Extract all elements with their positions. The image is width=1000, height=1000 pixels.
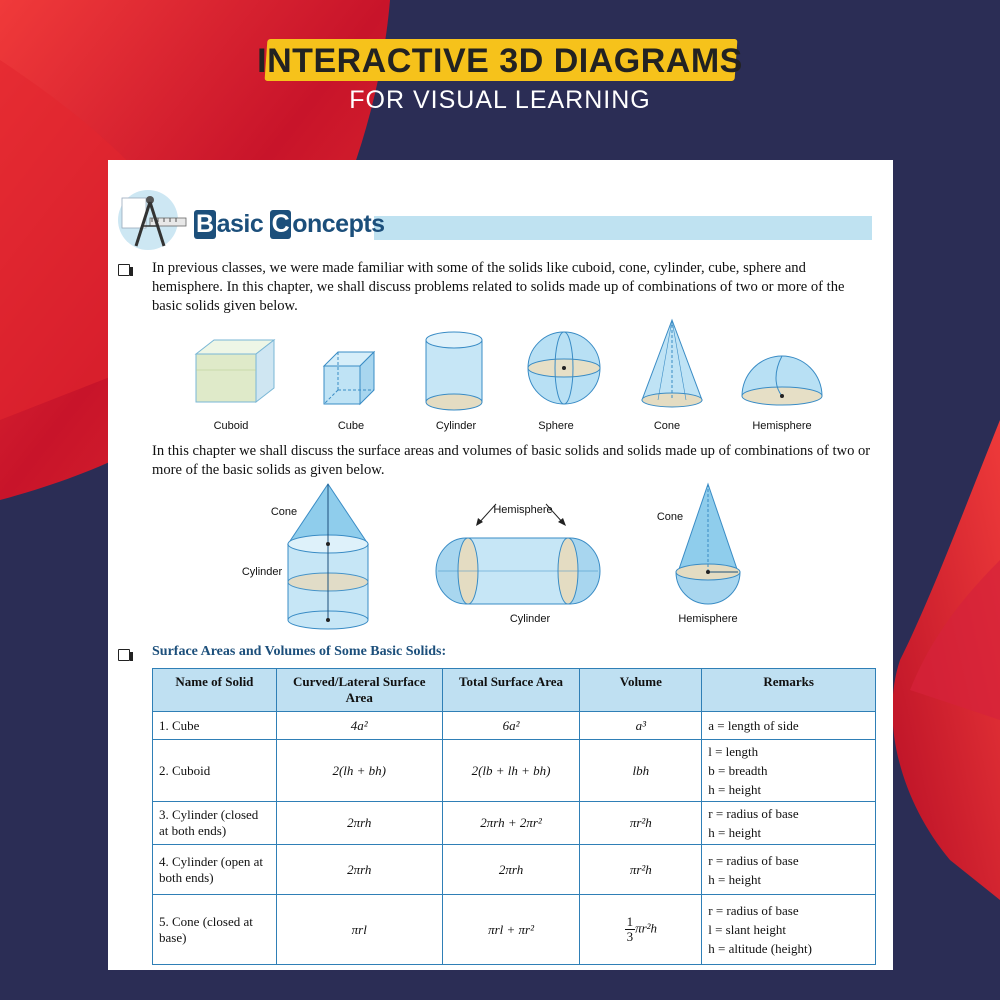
formula: πr²h	[629, 815, 652, 830]
compass-icon	[114, 188, 188, 252]
cell-tsa	[442, 802, 580, 845]
formula: 2(lh + bh)	[332, 762, 386, 778]
cell-remarks	[702, 740, 876, 802]
cone-hemisphere-shape	[676, 484, 740, 604]
label-combo-cone-top: Cone	[270, 506, 298, 518]
table-row	[153, 712, 876, 740]
cell-volume	[580, 740, 702, 802]
cell-name: 1. Cube	[153, 712, 277, 740]
cell-csa	[276, 712, 442, 740]
header-name: Name of Solid	[153, 669, 277, 712]
cell-remarks	[702, 802, 876, 845]
remark-line: l = slant height	[708, 922, 786, 937]
bullet-icon	[118, 264, 130, 276]
cell-name: 3. Cylinder (closed at both ends)	[153, 802, 277, 845]
table-row	[153, 845, 876, 895]
formula: 2πrh	[498, 861, 524, 877]
title-rest-1: asic	[216, 210, 270, 238]
label-combo-cylinder-left: Cylinder	[241, 566, 283, 578]
capsule-shape	[436, 504, 600, 604]
remark-line: b = breadth	[708, 763, 768, 778]
formula: 4a²	[350, 717, 368, 733]
label-hemisphere: Hemisphere	[752, 420, 812, 432]
formula: 6a²	[502, 717, 520, 733]
cell-csa	[276, 895, 442, 965]
section-title	[194, 210, 385, 239]
bullet-icon	[118, 649, 130, 661]
formula: 2πrh + 2πr²	[480, 815, 542, 830]
label-cube: Cube	[337, 420, 365, 432]
cell-remarks	[702, 895, 876, 965]
cell-tsa	[442, 845, 580, 895]
label-cuboid: Cuboid	[213, 420, 249, 432]
label-combo-hemisphere-bottom: Hemisphere	[678, 613, 738, 625]
table-row	[153, 740, 876, 802]
cuboid-shape	[196, 340, 274, 402]
remark-line: l = length	[708, 744, 759, 759]
cell-volume	[580, 845, 702, 895]
heading-bar	[374, 216, 872, 240]
cell-remarks	[702, 712, 876, 740]
remark-line: h = altitude (height)	[708, 941, 812, 956]
fraction-denominator: 3	[626, 929, 634, 944]
header-volume: Volume	[580, 669, 702, 712]
page-subheadline: FOR VISUAL LEARNING	[349, 86, 651, 114]
cell-volume	[580, 712, 702, 740]
table-header-row	[153, 669, 876, 712]
remark-line: r = radius of base	[708, 806, 799, 821]
cone-shape	[642, 320, 702, 407]
formula: a³	[635, 717, 647, 733]
cell-csa	[276, 740, 442, 802]
cell-tsa	[442, 895, 580, 965]
label-combo-cone-right: Cone	[656, 511, 684, 523]
basic-solids-illustration	[188, 316, 828, 416]
title-initial-b: B	[196, 210, 214, 238]
formula: πr²h	[629, 861, 652, 877]
combination-paragraph: In this chapter we shall discuss the surface areas and volumes of basic solids and solids made up of combinations of two or more of the basic solids as given below.	[152, 443, 871, 478]
formula: lbh	[632, 762, 650, 778]
formula: 2(lb + lh + bh)	[471, 762, 551, 778]
formula: πrl	[351, 921, 367, 937]
cell-volume	[580, 802, 702, 845]
cylinder-shape	[426, 332, 482, 410]
remark-line: h = height	[708, 782, 762, 797]
cell-volume	[580, 895, 702, 965]
hemisphere-shape	[742, 356, 822, 405]
cell-tsa	[442, 740, 580, 802]
title-initial-c: C	[271, 210, 290, 238]
cube-shape	[324, 352, 374, 404]
cell-csa	[276, 845, 442, 895]
table-row	[153, 895, 876, 965]
solids-table	[152, 668, 876, 965]
label-cylinder: Cylinder	[435, 420, 477, 432]
fraction	[625, 915, 636, 944]
header-tsa: Total Surface Area	[442, 669, 580, 712]
intro-paragraph: In previous classes, we were made familiar with some of the solids like cuboid, cone, cylinder, cube, sphere and hemisphere. In this chapter, we shall discuss problems related to solids made up of combinations of two or more of the basic solids given below.	[152, 260, 845, 314]
table-title: Surface Areas and Volumes of Some Basic Solids:	[152, 644, 447, 659]
cell-name: 5. Cone (closed at base)	[153, 895, 277, 965]
title-rest-2: oncepts	[292, 210, 385, 238]
header-remarks: Remarks	[702, 669, 876, 712]
remark-line: h = height	[708, 871, 762, 887]
fraction-numerator: 1	[626, 914, 634, 929]
cell-name: 2. Cuboid	[153, 740, 277, 802]
cell-remarks	[702, 845, 876, 895]
label-cone: Cone	[653, 420, 681, 432]
header-csa: Curved/Lateral Surface Area	[276, 669, 442, 712]
sphere-shape	[528, 332, 600, 404]
remark-line: h = height	[708, 825, 762, 840]
table-row	[153, 802, 876, 845]
cell-name: 4. Cylinder (open at both ends)	[153, 845, 277, 895]
label-combo-cylinder-bottom: Cylinder	[509, 613, 551, 625]
label-combo-hemisphere-top: Hemisphere	[493, 504, 553, 516]
label-sphere: Sphere	[538, 420, 574, 432]
formula: 2πrh	[347, 815, 372, 830]
cell-tsa	[442, 712, 580, 740]
page-headline: INTERACTIVE 3D DIAGRAMS	[257, 42, 743, 80]
formula: 2πrh	[347, 861, 372, 877]
cell-csa	[276, 802, 442, 845]
textbook-page	[108, 160, 893, 970]
combination-solids-illustration	[278, 480, 758, 630]
formula: πr²h	[635, 920, 658, 936]
remark-line: r = radius of base	[708, 852, 799, 868]
remark-line: r = radius of base	[708, 903, 799, 918]
remark-line: a = length of side	[708, 718, 799, 733]
formula: πrl + πr²	[488, 921, 534, 937]
